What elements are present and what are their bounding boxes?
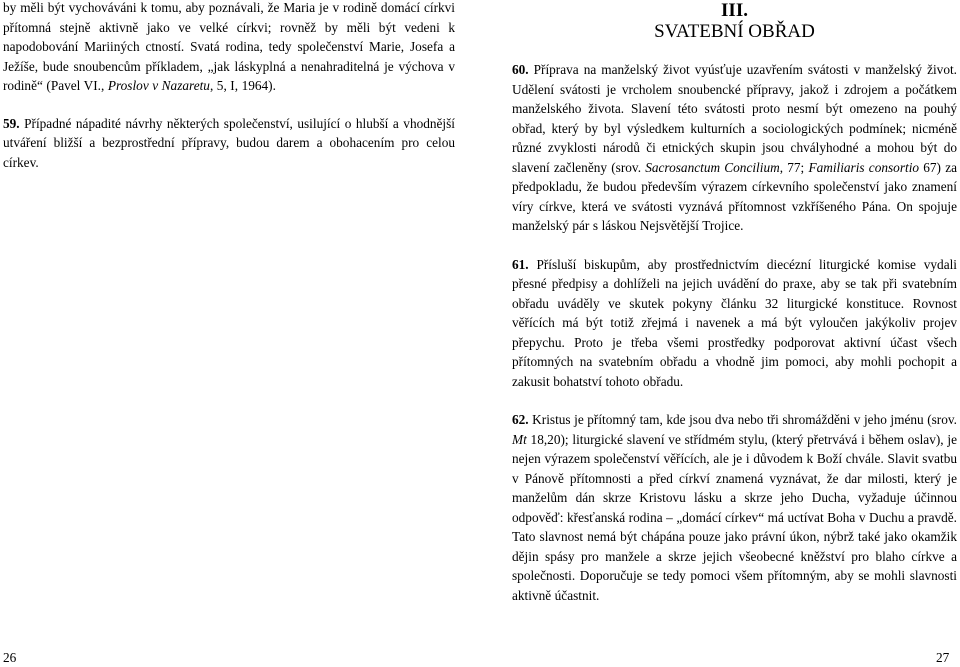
text: Kristus je přítomný tam, kde jsou dva nebo tři shromážděni v jeho jménu (srov. bbox=[528, 412, 957, 427]
section-heading bbox=[512, 0, 957, 42]
text: Případné nápadité návrhy některých společenství, usilující o hlubší a vhodnější utváření bližší a bezprostřední přípravy, budou darem a obohacením pro celou církev. bbox=[3, 115, 455, 170]
left-page bbox=[3, 0, 455, 172]
text: Přísluší biskupům, aby prostřednictvím diecézní liturgické komise vydali přesné předpisy a dohlíželi na jejich uvádění do praxe, aby se tak při svatebním obřadu uváděly ve skutek pokyny článku 32 liturgické konstituce. Rovnost věřících má být totiž zřejmá i navenek a má být vyloučen jakýkoliv projev přepychu. Proto je třeba všemi prostředky podporovat aktivní účast všech přítomných na svatebním obřadu a vhodně jim pomoci, aby mohli pochopit a zakusit bohatství tohoto obřadu. bbox=[512, 256, 957, 389]
paragraph-59 bbox=[3, 114, 455, 173]
paragraph-number: 61. bbox=[512, 256, 529, 272]
italic-citation: Proslov v Nazaretu bbox=[107, 78, 210, 93]
paragraph-62 bbox=[512, 410, 957, 605]
italic-citation: Mt bbox=[512, 431, 527, 447]
page-number-left: 26 bbox=[3, 650, 17, 665]
text: , 77; bbox=[779, 159, 809, 175]
text: , 5, I, 1964). bbox=[209, 78, 276, 93]
right-page bbox=[512, 0, 957, 605]
paragraph-number: 62. bbox=[512, 412, 529, 427]
italic-citation: Familiaris consortio bbox=[808, 159, 920, 175]
section-title: SVATEBNÍ OBŘAD bbox=[654, 21, 815, 42]
paragraph-61 bbox=[512, 255, 957, 392]
paragraph-58-continued bbox=[3, 0, 455, 96]
page-number-right: 27 bbox=[936, 650, 950, 665]
paragraph-60 bbox=[512, 60, 957, 236]
italic-citation: Sacrosanctum Concilium bbox=[645, 159, 780, 175]
text: Příprava na manželský život vyúsťuje uzavřením svátosti v manželský život. Udělení svátosti je vrcholem snoubencké přípravy, jakož i zdrojem a počátkem manželského života. Slavení této svátosti proto nesmí být omezeno na pouhý obřad, který by byl výsledkem kulturních a sociologických podmínek; nicméně různé zvyklosti národů či etnických skupin jsou chvályhodné a mohou být do slavení začleněny (srov. bbox=[512, 62, 957, 175]
paragraph-number: 60. bbox=[512, 62, 529, 77]
section-number: III. bbox=[721, 0, 748, 21]
text: by měli být vychováváni k tomu, aby poznávali, že Maria je v rodině domácí církvi přítomná stejně aktivně jako ve velké církvi; rovněž by měli být vedeni k napodobování Mariiných ctností. Svatá rodina, tedy společenství Marie, Josefa a Ježíše, bude snoubencům příkladem, „jak láskyplná a nenahraditelná je výchova v rodině“ (Pavel VI., bbox=[3, 0, 455, 93]
text: 67) za předpokladu, že budou především výrazem církevního společenství jako znamení víry církve, která ve svátosti vyznává přítomnost vzkříšeného Pána. On spojuje manželský pár s láskou Nejsvětější Trojice. bbox=[512, 159, 957, 233]
paragraph-number: 59. bbox=[3, 115, 20, 131]
text: 18,20); liturgické slavení ve střídmém stylu, (který přetrvává i během oslav), je nejen výrazem společenství věřících, ale je i důvodem k Boží chvále. Slavit svatbu v Pánově přítomnosti a před církví znamená vyznávat, že dar milosti, který je manželům dán skrze Kristovu lásku a skrze jeho Ducha, vyžaduje účinnou odpověď: křesťanská rodina – „domácí církev“ má uctívat Boha v Duchu a pravdě. Tato slavnost nemá být chápána pouze jako právní úkon, nýbrž také jako okamžik dějin spásy pro manžele a skrze jejich všeobecné kněžství pro blaho církve a společnosti. Doporučuje se tedy pomoci všem přítomným, aby se mohli slavnosti aktivně účastnit. bbox=[512, 431, 957, 603]
